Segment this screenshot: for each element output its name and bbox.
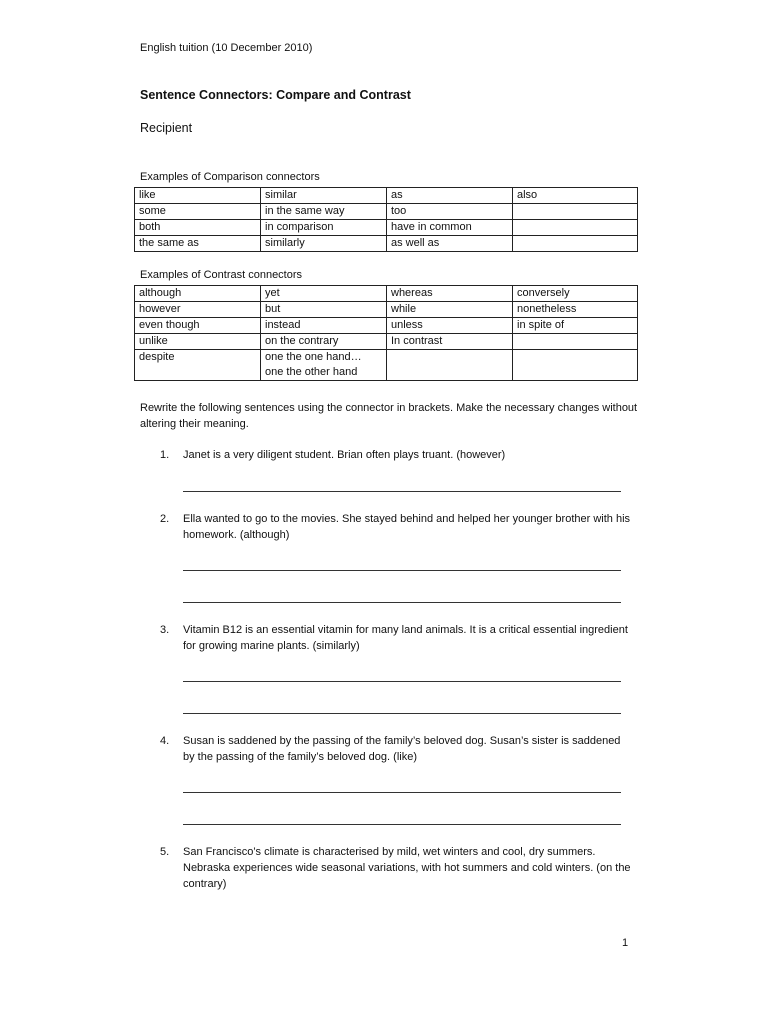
table-cell: in spite of [513, 318, 638, 334]
question-number: 4. [160, 735, 170, 747]
table-cell [513, 204, 638, 220]
table-cell: the same as [135, 236, 261, 252]
table-cell: instead [261, 318, 387, 334]
table-cell [513, 236, 638, 252]
answer-line[interactable] [183, 792, 621, 793]
table-cell: even though [135, 318, 261, 334]
table-cell: on the contrary [261, 334, 387, 350]
table-cell [387, 350, 513, 381]
table-cell: in comparison [261, 220, 387, 236]
table-cell: conversely [513, 286, 638, 302]
table-cell: unlike [135, 334, 261, 350]
answer-line[interactable] [183, 681, 621, 682]
table-row [135, 334, 638, 350]
table-cell: similarly [261, 236, 387, 252]
answer-line[interactable] [183, 824, 621, 825]
table-cell: despite [135, 350, 261, 381]
table-cell [513, 350, 638, 381]
table-cell: some [135, 204, 261, 220]
cell-line: one the other hand [265, 366, 358, 378]
recipient-label: Recipient [140, 121, 193, 135]
comparison-table [134, 187, 638, 252]
question-text: Vitamin B12 is an essential vitamin for many land animals. It is a critical essential ingredient for growing marine plants. (similarly) [183, 624, 628, 652]
question-number: 2. [160, 513, 170, 525]
question-text: Susan is saddened by the passing of the family’s beloved dog. Susan’s sister is saddened by the passing of the family’s beloved dog. (like) [183, 735, 621, 763]
table-row [135, 318, 638, 334]
contrast-caption: Examples of Contrast connectors [140, 269, 303, 281]
cell-line: one the one hand… [265, 351, 362, 363]
table-cell [261, 350, 387, 381]
page-title: Sentence Connectors: Compare and Contrast [140, 88, 411, 102]
question-text: Janet is a very diligent student. Brian often plays truant. (however) [183, 449, 506, 461]
table-row [135, 188, 638, 204]
table-cell: whereas [387, 286, 513, 302]
table-row [135, 220, 638, 236]
comparison-caption: Examples of Comparison connectors [140, 171, 320, 183]
answer-line[interactable] [183, 491, 621, 492]
answer-line[interactable] [183, 570, 621, 571]
table-row [135, 236, 638, 252]
question-number: 3. [160, 624, 170, 636]
table-row [135, 350, 638, 381]
document-header: English tuition (10 December 2010) [140, 42, 313, 54]
table-cell: but [261, 302, 387, 318]
page-number: 1 [622, 937, 629, 949]
table-cell: also [513, 188, 638, 204]
table-cell: have in common [387, 220, 513, 236]
table-cell: unless [387, 318, 513, 334]
table-cell: In contrast [387, 334, 513, 350]
table-cell: like [135, 188, 261, 204]
table-cell: however [135, 302, 261, 318]
table-cell: in the same way [261, 204, 387, 220]
question-text: Ella wanted to go to the movies. She stayed behind and helped her younger brother with his homework. (although) [183, 513, 631, 541]
table-cell: as well as [387, 236, 513, 252]
table-cell: as [387, 188, 513, 204]
question-number: 1. [160, 449, 170, 461]
question-text: San Francisco’s climate is characterised by mild, wet winters and cool, dry summers. Nebraska experiences wide seasonal variations, with hot summers and cold winters. (on the contrary) [183, 846, 631, 890]
table-row [135, 204, 638, 220]
table-cell: although [135, 286, 261, 302]
table-cell: while [387, 302, 513, 318]
answer-line[interactable] [183, 713, 621, 714]
table-row [135, 286, 638, 302]
instructions-text: Rewrite the following sentences using the connector in brackets. Make the necessary changes without altering their meaning. [140, 402, 638, 430]
answer-line[interactable] [183, 602, 621, 603]
table-cell: yet [261, 286, 387, 302]
table-cell: similar [261, 188, 387, 204]
table-row [135, 302, 638, 318]
table-cell [513, 334, 638, 350]
contrast-table [134, 285, 638, 381]
table-cell [513, 220, 638, 236]
table-cell: nonetheless [513, 302, 638, 318]
table-cell: both [135, 220, 261, 236]
table-cell: too [387, 204, 513, 220]
question-number: 5. [160, 846, 170, 858]
